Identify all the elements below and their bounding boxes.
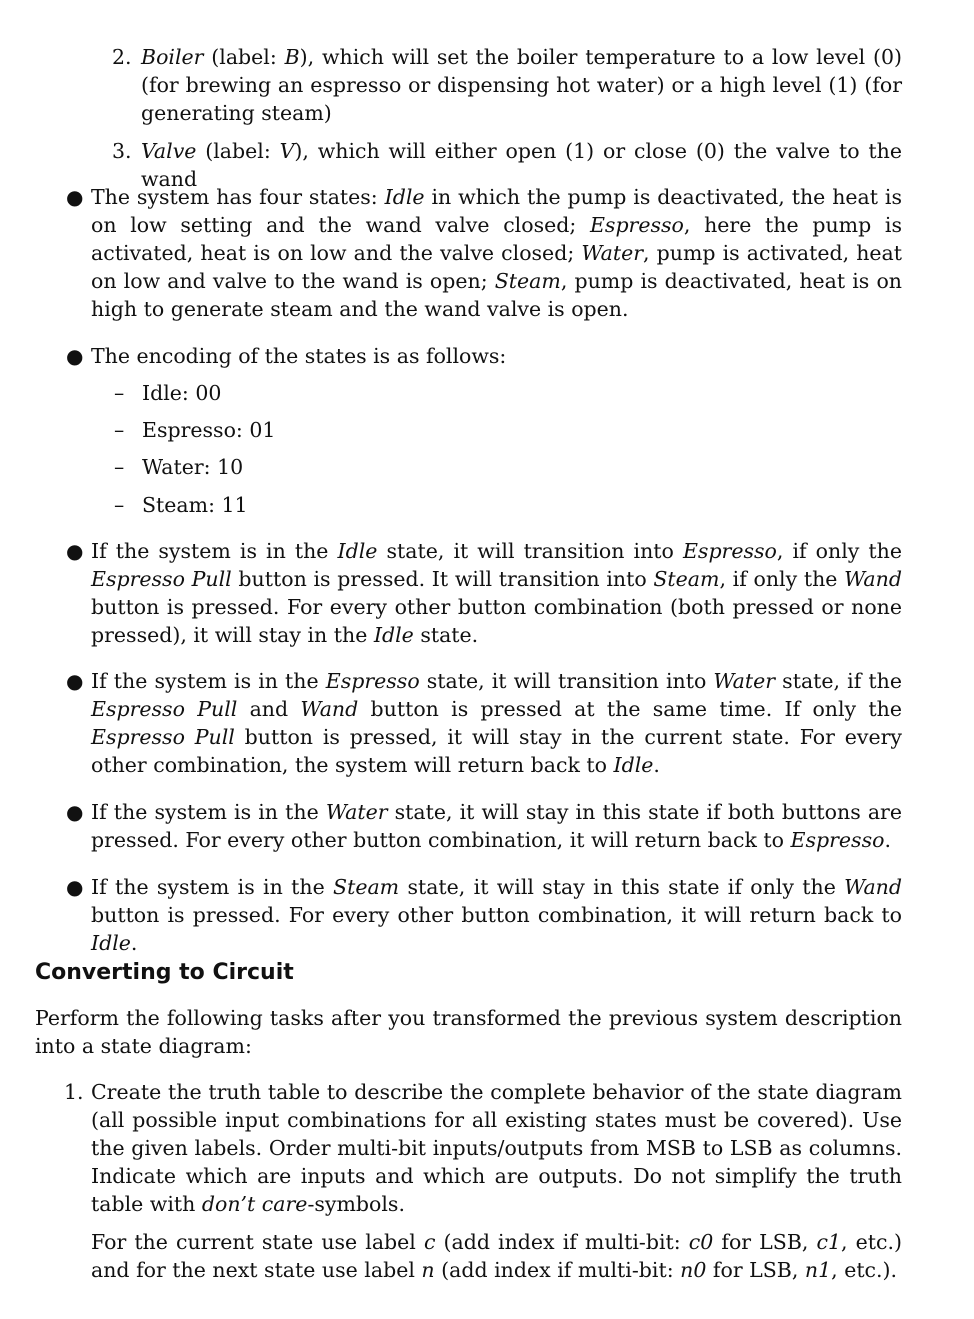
bullet-idle-rule: ● If the system is in the Idle state, it will transition into Espresso, if only the Espresso Pull button is pressed. It will transition into Steam, if only the Wand button is pressed. For every other button combination (both pressed or none pressed), it will stay in the Idle state.: [66, 539, 902, 647]
output-name: Boiler: [141, 45, 204, 69]
dash-icon: –: [114, 455, 125, 479]
output-item-valve: 3. Valve (label: V), which will either open (1) or close (0) the valve to the wand: [112, 139, 902, 191]
dash-icon: –: [114, 381, 125, 405]
section-intro: Perform the following tasks after you transformed the previous system description into a state diagram:: [35, 1006, 902, 1058]
bullet-states: ● The system has four states: Idle in which the pump is deactivated, the heat is on low setting and the wand valve closed; Espresso, here the pump is activated, heat is on low and the valve closed; Water, pump is activated, heat on low and valve to the wand is open; Steam, pump is deactivated, heat is on high to generate steam and the wand valve is open.: [66, 185, 902, 321]
task-item-1: 1. Create the truth table to describe the complete behavior of the state diagram (all possible input combinations for all existing states must be covered). Use the given labels. Order multi-bit inputs/outputs from MSB to LSB as columns. Indicate which are inputs and which are outputs. Do not simplify the truth table with don’t care-symbols.: [64, 1080, 902, 1216]
bullet-water-rule: ● If the system is in the Water state, it will stay in this state if both buttons are pressed. For every other button combination, it will return back to Espresso.: [66, 800, 902, 852]
output-label: B: [284, 45, 300, 69]
encoding-item-espresso: – Espresso: 01: [114, 418, 276, 442]
list-number: 1.: [64, 1080, 84, 1104]
list-number: 3.: [112, 139, 132, 163]
dash-icon: –: [114, 418, 125, 442]
bullet-icon: ●: [66, 539, 84, 563]
output-label: V: [279, 139, 295, 163]
dash-icon: –: [114, 493, 125, 517]
encoding-item-water: – Water: 10: [114, 455, 244, 479]
section-heading: Converting to Circuit: [35, 960, 294, 985]
bullet-icon: ●: [66, 875, 84, 899]
task-1-note: For the current state use label c (add index if multi-bit: c0 for LSB, c1, etc.) and for the next state use label n (add index if multi-bit: n0 for LSB, n1, etc.).: [91, 1230, 902, 1282]
bullet-espresso-rule: ● If the system is in the Espresso state, it will transition into Water state, if the Espresso Pull and Wand button is pressed at the same time. If only the Espresso Pull button is pressed, it will stay in the current state. For every other combination, the system will return back to Idle.: [66, 669, 902, 777]
bullet-icon: ●: [66, 344, 84, 368]
bullet-icon: ●: [66, 669, 84, 693]
encoding-item-idle: – Idle: 00: [114, 381, 222, 405]
bullet-encoding: ● The encoding of the states is as follows:: [66, 344, 507, 368]
bullet-icon: ●: [66, 185, 84, 209]
output-item-boiler: 2. Boiler (label: B), which will set the boiler temperature to a low level (0) (for brewing an espresso or dispensing hot water) or a high level (1) (for generating steam): [112, 45, 902, 125]
list-number: 2.: [112, 45, 132, 69]
output-name: Valve: [141, 139, 197, 163]
bullet-icon: ●: [66, 800, 84, 824]
encoding-item-steam: – Steam: 11: [114, 493, 248, 517]
bullet-steam-rule: ● If the system is in the Steam state, it will stay in this state if only the Wand button is pressed. For every other button combination, it will return back to Idle.: [66, 875, 902, 955]
